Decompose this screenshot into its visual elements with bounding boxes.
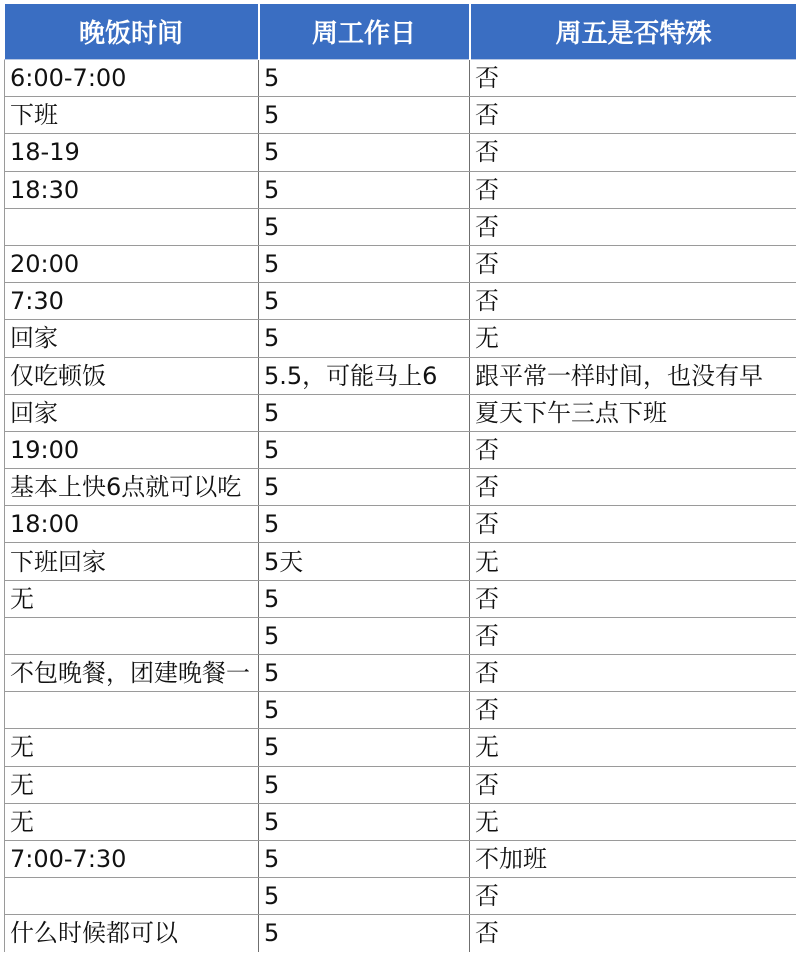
table-row xyxy=(5,617,796,654)
cell-workdays[interactable]: 5 xyxy=(259,134,470,171)
cell-workdays[interactable]: 5 xyxy=(259,580,470,617)
table-row xyxy=(5,320,796,357)
header-row xyxy=(5,4,796,60)
table-row xyxy=(5,208,796,245)
table-row xyxy=(5,394,796,431)
cell-friday-special[interactable]: 否 xyxy=(470,134,796,171)
cell-dinner-time[interactable]: 无 xyxy=(5,766,259,803)
header-dinner-time[interactable]: 晚饭时间 xyxy=(5,4,259,60)
cell-dinner-time[interactable]: 7:00-7:30 xyxy=(5,840,259,877)
cell-dinner-time[interactable]: 仅吃顿饭 xyxy=(5,357,259,394)
cell-friday-special[interactable]: 否 xyxy=(470,283,796,320)
cell-friday-special[interactable]: 跟平常一样时间，也没有早 xyxy=(470,357,796,394)
cell-workdays[interactable]: 5.5，可能马上6 xyxy=(259,357,470,394)
cell-friday-special[interactable]: 无 xyxy=(470,320,796,357)
cell-workdays[interactable]: 5 xyxy=(259,469,470,506)
cell-dinner-time[interactable]: 18:30 xyxy=(5,171,259,208)
table-row xyxy=(5,803,796,840)
cell-workdays[interactable]: 5 xyxy=(259,171,470,208)
header-workdays[interactable]: 周工作日 xyxy=(259,4,470,60)
cell-workdays[interactable]: 5 xyxy=(259,692,470,729)
cell-workdays[interactable]: 5 xyxy=(259,915,470,952)
cell-friday-special[interactable]: 否 xyxy=(470,580,796,617)
cell-friday-special[interactable]: 否 xyxy=(470,617,796,654)
cell-workdays[interactable]: 5 xyxy=(259,766,470,803)
cell-dinner-time[interactable]: 7:30 xyxy=(5,283,259,320)
table-row xyxy=(5,245,796,282)
table-row xyxy=(5,283,796,320)
cell-friday-special[interactable]: 否 xyxy=(470,878,796,915)
table-row xyxy=(5,97,796,134)
cell-dinner-time[interactable] xyxy=(5,208,259,245)
cell-friday-special[interactable]: 夏天下午三点下班 xyxy=(470,394,796,431)
cell-friday-special[interactable]: 无 xyxy=(470,543,796,580)
table-row xyxy=(5,729,796,766)
cell-workdays[interactable]: 5 xyxy=(259,729,470,766)
cell-dinner-time[interactable] xyxy=(5,878,259,915)
dinner-time-table xyxy=(4,4,796,952)
cell-dinner-time[interactable]: 19:00 xyxy=(5,431,259,468)
cell-dinner-time[interactable]: 回家 xyxy=(5,394,259,431)
table-row xyxy=(5,357,796,394)
table-row xyxy=(5,878,796,915)
cell-friday-special[interactable]: 否 xyxy=(470,208,796,245)
table-row xyxy=(5,60,796,97)
table-row xyxy=(5,692,796,729)
cell-friday-special[interactable]: 否 xyxy=(470,915,796,952)
cell-dinner-time[interactable]: 18:00 xyxy=(5,506,259,543)
cell-friday-special[interactable]: 否 xyxy=(470,431,796,468)
table-row xyxy=(5,469,796,506)
cell-dinner-time[interactable]: 无 xyxy=(5,729,259,766)
table-row xyxy=(5,543,796,580)
cell-dinner-time[interactable]: 基本上快6点就可以吃 xyxy=(5,469,259,506)
cell-friday-special[interactable]: 否 xyxy=(470,766,796,803)
cell-friday-special[interactable]: 无 xyxy=(470,729,796,766)
cell-workdays[interactable]: 5 xyxy=(259,208,470,245)
cell-dinner-time[interactable]: 20:00 xyxy=(5,245,259,282)
cell-friday-special[interactable]: 否 xyxy=(470,655,796,692)
cell-workdays[interactable]: 5 xyxy=(259,245,470,282)
cell-dinner-time[interactable]: 什么时候都可以 xyxy=(5,915,259,952)
cell-dinner-time[interactable]: 无 xyxy=(5,803,259,840)
cell-friday-special[interactable]: 否 xyxy=(470,692,796,729)
table-row xyxy=(5,915,796,952)
cell-workdays[interactable]: 5 xyxy=(259,283,470,320)
cell-workdays[interactable]: 5 xyxy=(259,506,470,543)
spreadsheet xyxy=(4,4,796,952)
cell-workdays[interactable]: 5 xyxy=(259,97,470,134)
cell-dinner-time[interactable]: 不包晚餐，团建晚餐一 xyxy=(5,655,259,692)
table-header xyxy=(5,4,796,60)
cell-dinner-time[interactable] xyxy=(5,617,259,654)
table-body xyxy=(5,60,796,952)
cell-workdays[interactable]: 5 xyxy=(259,394,470,431)
cell-workdays[interactable]: 5 xyxy=(259,655,470,692)
table-row xyxy=(5,171,796,208)
cell-workdays[interactable]: 5 xyxy=(259,617,470,654)
cell-dinner-time[interactable]: 回家 xyxy=(5,320,259,357)
cell-workdays[interactable]: 5 xyxy=(259,878,470,915)
cell-dinner-time[interactable] xyxy=(5,692,259,729)
cell-workdays[interactable]: 5 xyxy=(259,431,470,468)
table-row xyxy=(5,134,796,171)
cell-workdays[interactable]: 5 xyxy=(259,60,470,97)
table-row xyxy=(5,766,796,803)
cell-friday-special[interactable]: 否 xyxy=(470,171,796,208)
cell-friday-special[interactable]: 否 xyxy=(470,245,796,282)
cell-workdays[interactable]: 5 xyxy=(259,803,470,840)
cell-workdays[interactable]: 5天 xyxy=(259,543,470,580)
cell-dinner-time[interactable]: 18-19 xyxy=(5,134,259,171)
cell-dinner-time[interactable]: 无 xyxy=(5,580,259,617)
cell-friday-special[interactable]: 否 xyxy=(470,60,796,97)
cell-workdays[interactable]: 5 xyxy=(259,840,470,877)
cell-friday-special[interactable]: 不加班 xyxy=(470,840,796,877)
cell-friday-special[interactable]: 否 xyxy=(470,506,796,543)
header-friday-special[interactable]: 周五是否特殊 xyxy=(470,4,796,60)
cell-dinner-time[interactable]: 6:00-7:00 xyxy=(5,60,259,97)
table-row xyxy=(5,840,796,877)
cell-friday-special[interactable]: 无 xyxy=(470,803,796,840)
table-row xyxy=(5,431,796,468)
cell-dinner-time[interactable]: 下班 xyxy=(5,97,259,134)
table-row xyxy=(5,655,796,692)
cell-dinner-time[interactable]: 下班回家 xyxy=(5,543,259,580)
cell-friday-special[interactable]: 否 xyxy=(470,469,796,506)
cell-friday-special[interactable]: 否 xyxy=(470,97,796,134)
table-row xyxy=(5,580,796,617)
table-row xyxy=(5,506,796,543)
cell-workdays[interactable]: 5 xyxy=(259,320,470,357)
